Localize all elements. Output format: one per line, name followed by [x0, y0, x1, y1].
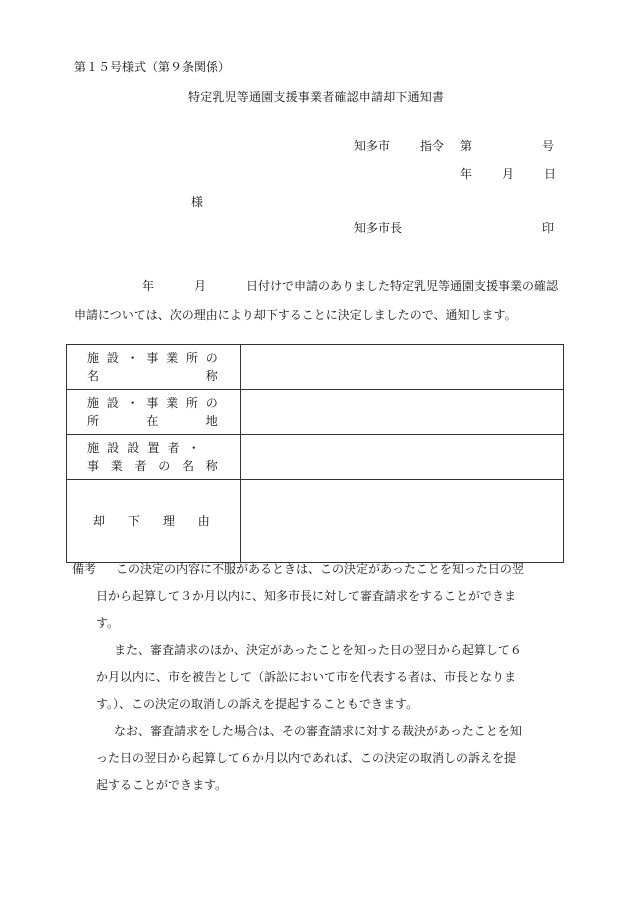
notes-section — [72, 556, 572, 799]
facility-address-value[interactable] — [240, 390, 563, 435]
operator-name-value[interactable] — [240, 435, 563, 480]
notes-paragraph-2: また、審査請求のほか、決定があったことを知った日の翌日から起算して６ か月以内に、市を被告として（訴訟において市を代表する者は、市長となりま す。）、この決定の取消しの訴えを提起することもできます。 — [96, 643, 522, 711]
table-row — [67, 480, 564, 563]
label-line: 名 称 — [87, 369, 218, 383]
body-year-unit: 年 — [142, 279, 155, 293]
info-table — [66, 344, 564, 563]
label-facility-name — [67, 345, 241, 390]
label-facility-address — [67, 390, 241, 435]
label-line: 却 下 理 由 — [93, 514, 210, 528]
body-line-1 — [74, 272, 570, 301]
facility-name-value[interactable] — [240, 345, 563, 390]
issuer-go: 号 — [542, 139, 555, 153]
date-year-unit: 年 — [460, 167, 473, 181]
notes-paragraph-3: なお、審査請求をした場合は、その審査請求に対する裁決があったことを知 った日の翌日から起算して６か月以内であれば、この決定の取消しの訴えを提 起することができます。 — [96, 724, 522, 792]
label-line: 施 設 設 置 者 ・ — [87, 441, 200, 455]
mayor-title: 知多市長 — [354, 221, 403, 235]
table-row — [67, 390, 564, 435]
label-line: 所 在 地 — [87, 414, 218, 428]
addressee-suffix: 様 — [191, 195, 204, 209]
label-line: 施 設 ・ 事 業 所 の — [87, 351, 218, 365]
notes-paragraph-1: この決定の内容に不服があるときは、この決定があったことを知った日の翌 日から起算して３か月以内に、知多市長に対して審査請求をすることができま す。 — [96, 562, 524, 630]
date-month-unit: 月 — [502, 167, 515, 181]
label-rejection-reason — [67, 480, 241, 563]
issuer-number-line — [354, 140, 554, 152]
issuer-kind: 指令 — [420, 139, 445, 153]
date-day-unit: 日 — [544, 167, 557, 181]
table-row — [67, 345, 564, 390]
form-number: 第１５号様式（第９条関係） — [74, 60, 231, 74]
issue-date-line — [460, 168, 556, 180]
notes-heading: 備考 — [72, 562, 97, 576]
body-month-unit: 月 — [194, 279, 207, 293]
body-text — [74, 272, 570, 330]
issuer-dai: 第 — [460, 139, 473, 153]
issuer-city: 知多市 — [354, 139, 391, 153]
label-operator-name — [67, 435, 241, 480]
body-line-2: 申請については、次の理由により却下することに決定しましたので、通知します。 — [74, 308, 517, 322]
rejection-reason-value[interactable] — [240, 480, 563, 563]
table-row — [67, 435, 564, 480]
label-line: 施 設 ・ 事 業 所 の — [87, 396, 218, 410]
document-title: 特定乳児等通園支援事業者確認申請却下通知書 — [188, 90, 445, 104]
seal-mark: 印 — [542, 221, 555, 235]
label-line: 事 業 者 の 名 称 — [87, 459, 218, 473]
body-line-1-rest: 日付けで申請のありました特定乳児等通園支援事業の確認 — [246, 279, 559, 293]
